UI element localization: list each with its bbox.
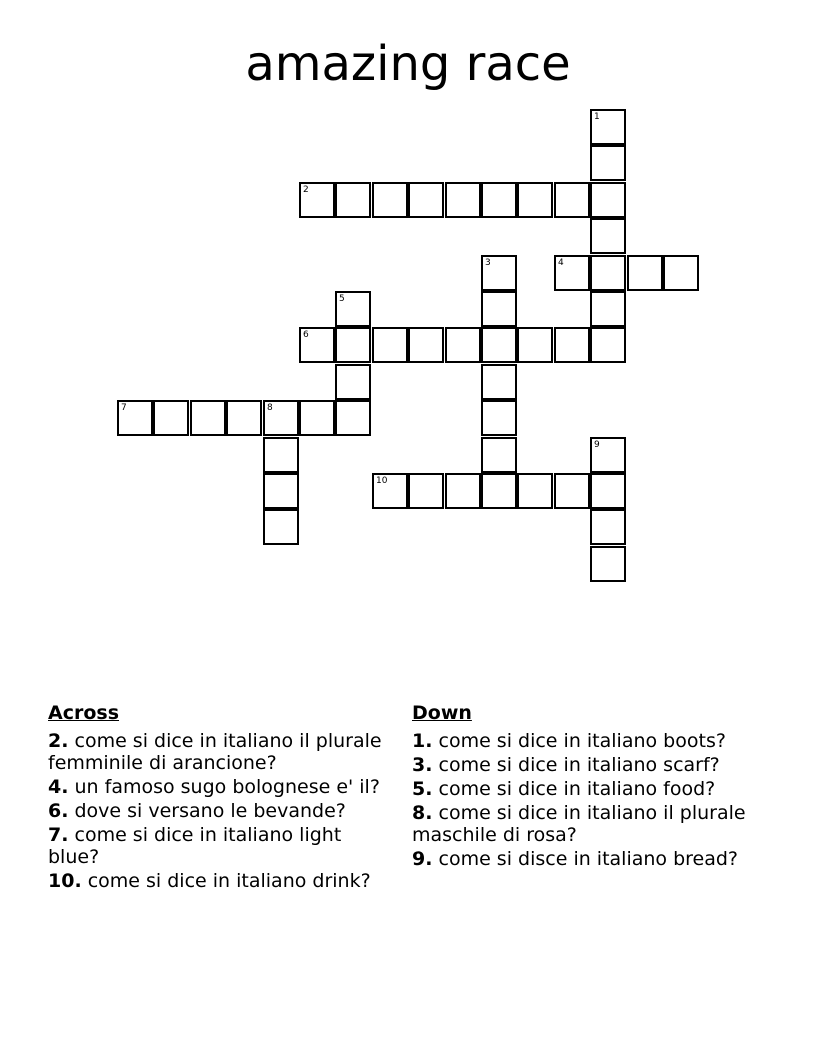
cell-number: 9: [594, 440, 600, 450]
across-clues: [48, 702, 388, 894]
grid-cell[interactable]: [517, 327, 553, 363]
grid-cell[interactable]: [590, 218, 626, 254]
grid-cell[interactable]: [117, 400, 153, 436]
down-clue: [412, 730, 752, 752]
clue-text: come si dice in italiano il plurale femminile di arancione?: [48, 730, 382, 774]
grid-cell[interactable]: [554, 255, 590, 291]
grid-cell[interactable]: [554, 182, 590, 218]
grid-cell[interactable]: [590, 291, 626, 327]
grid-cell[interactable]: [263, 509, 299, 545]
grid-cell[interactable]: [408, 182, 444, 218]
grid-cell[interactable]: [590, 255, 626, 291]
cell-number: 7: [121, 403, 127, 413]
grid-cell[interactable]: [590, 182, 626, 218]
grid-cell[interactable]: [481, 437, 517, 473]
grid-cell[interactable]: [554, 327, 590, 363]
clue-text: come si dice in italiano drink?: [87, 870, 371, 892]
grid-cell[interactable]: [190, 400, 226, 436]
grid-cell[interactable]: [481, 255, 517, 291]
grid-cell[interactable]: [372, 327, 408, 363]
grid-cell[interactable]: [590, 473, 626, 509]
cell-number: 1: [594, 112, 600, 122]
clue-number: 4.: [48, 776, 69, 798]
cell-number: 8: [267, 403, 273, 413]
clue-number: 10.: [48, 870, 82, 892]
grid-cell[interactable]: [590, 109, 626, 145]
grid-cell[interactable]: [481, 291, 517, 327]
grid-cell[interactable]: [335, 400, 371, 436]
grid-cell[interactable]: [590, 327, 626, 363]
grid-cell[interactable]: [299, 327, 335, 363]
grid-cell[interactable]: [445, 473, 481, 509]
clue-text: come si dice in italiano food?: [438, 778, 716, 800]
grid-cell[interactable]: [408, 473, 444, 509]
grid-cell[interactable]: [335, 364, 371, 400]
grid-cell[interactable]: [263, 400, 299, 436]
clue-text: un famoso sugo bolognese e' il?: [74, 776, 380, 798]
clue-number: 8.: [412, 802, 433, 824]
grid-cell[interactable]: [590, 437, 626, 473]
cell-number: 6: [303, 330, 309, 340]
grid-cell[interactable]: [481, 473, 517, 509]
grid-cell[interactable]: [335, 291, 371, 327]
grid-cell[interactable]: [263, 473, 299, 509]
cell-number: 5: [339, 294, 345, 304]
grid-cell[interactable]: [663, 255, 699, 291]
grid-cell[interactable]: [372, 182, 408, 218]
grid-cell[interactable]: [335, 182, 371, 218]
across-clue: [48, 824, 388, 868]
grid-cell[interactable]: [372, 473, 408, 509]
across-heading: Across: [48, 702, 120, 724]
clue-text: come si dice in italiano scarf?: [438, 754, 720, 776]
clue-number: 1.: [412, 730, 433, 752]
clue-text: come si dice in italiano boots?: [438, 730, 726, 752]
clue-text: come si dice in italiano light blue?: [48, 824, 342, 868]
across-clue: [48, 730, 388, 774]
grid-cell[interactable]: [335, 327, 371, 363]
grid-cell[interactable]: [299, 400, 335, 436]
grid-cell[interactable]: [517, 473, 553, 509]
grid-cell[interactable]: [408, 327, 444, 363]
down-clue: [412, 754, 752, 776]
grid-cell[interactable]: [590, 509, 626, 545]
clue-number: 6.: [48, 800, 69, 822]
cell-number: 10: [376, 476, 388, 486]
grid-cell[interactable]: [481, 400, 517, 436]
down-clues: [412, 702, 752, 872]
clue-text: come si disce in italiano bread?: [438, 848, 739, 870]
grid-cell[interactable]: [481, 364, 517, 400]
cell-number: 3: [485, 258, 491, 268]
grid-cell[interactable]: [445, 327, 481, 363]
clue-number: 2.: [48, 730, 69, 752]
across-clue: [48, 870, 388, 892]
grid-cell[interactable]: [299, 182, 335, 218]
clue-number: 9.: [412, 848, 433, 870]
cell-number: 2: [303, 185, 309, 195]
grid-cell[interactable]: [226, 400, 262, 436]
clue-number: 3.: [412, 754, 433, 776]
down-clue: [412, 848, 752, 870]
grid-cell[interactable]: [627, 255, 663, 291]
puzzle-title: amazing race: [245, 36, 571, 92]
clue-text: dove si versano le bevande?: [74, 800, 346, 822]
cell-number: 4: [558, 258, 564, 268]
across-clue: [48, 800, 388, 822]
clue-text: come si dice in italiano il plurale maschile di rosa?: [412, 802, 746, 846]
grid-cell[interactable]: [590, 546, 626, 582]
down-clue: [412, 778, 752, 800]
clue-number: 5.: [412, 778, 433, 800]
clue-number: 7.: [48, 824, 69, 846]
down-heading: Down: [412, 702, 472, 724]
grid-cell[interactable]: [153, 400, 189, 436]
grid-cell[interactable]: [481, 327, 517, 363]
grid-cell[interactable]: [554, 473, 590, 509]
grid-cell[interactable]: [445, 182, 481, 218]
down-clue: [412, 802, 752, 846]
grid-cell[interactable]: [263, 437, 299, 473]
grid-cell[interactable]: [517, 182, 553, 218]
grid-cell[interactable]: [481, 182, 517, 218]
across-clue: [48, 776, 388, 798]
grid-cell[interactable]: [590, 145, 626, 181]
